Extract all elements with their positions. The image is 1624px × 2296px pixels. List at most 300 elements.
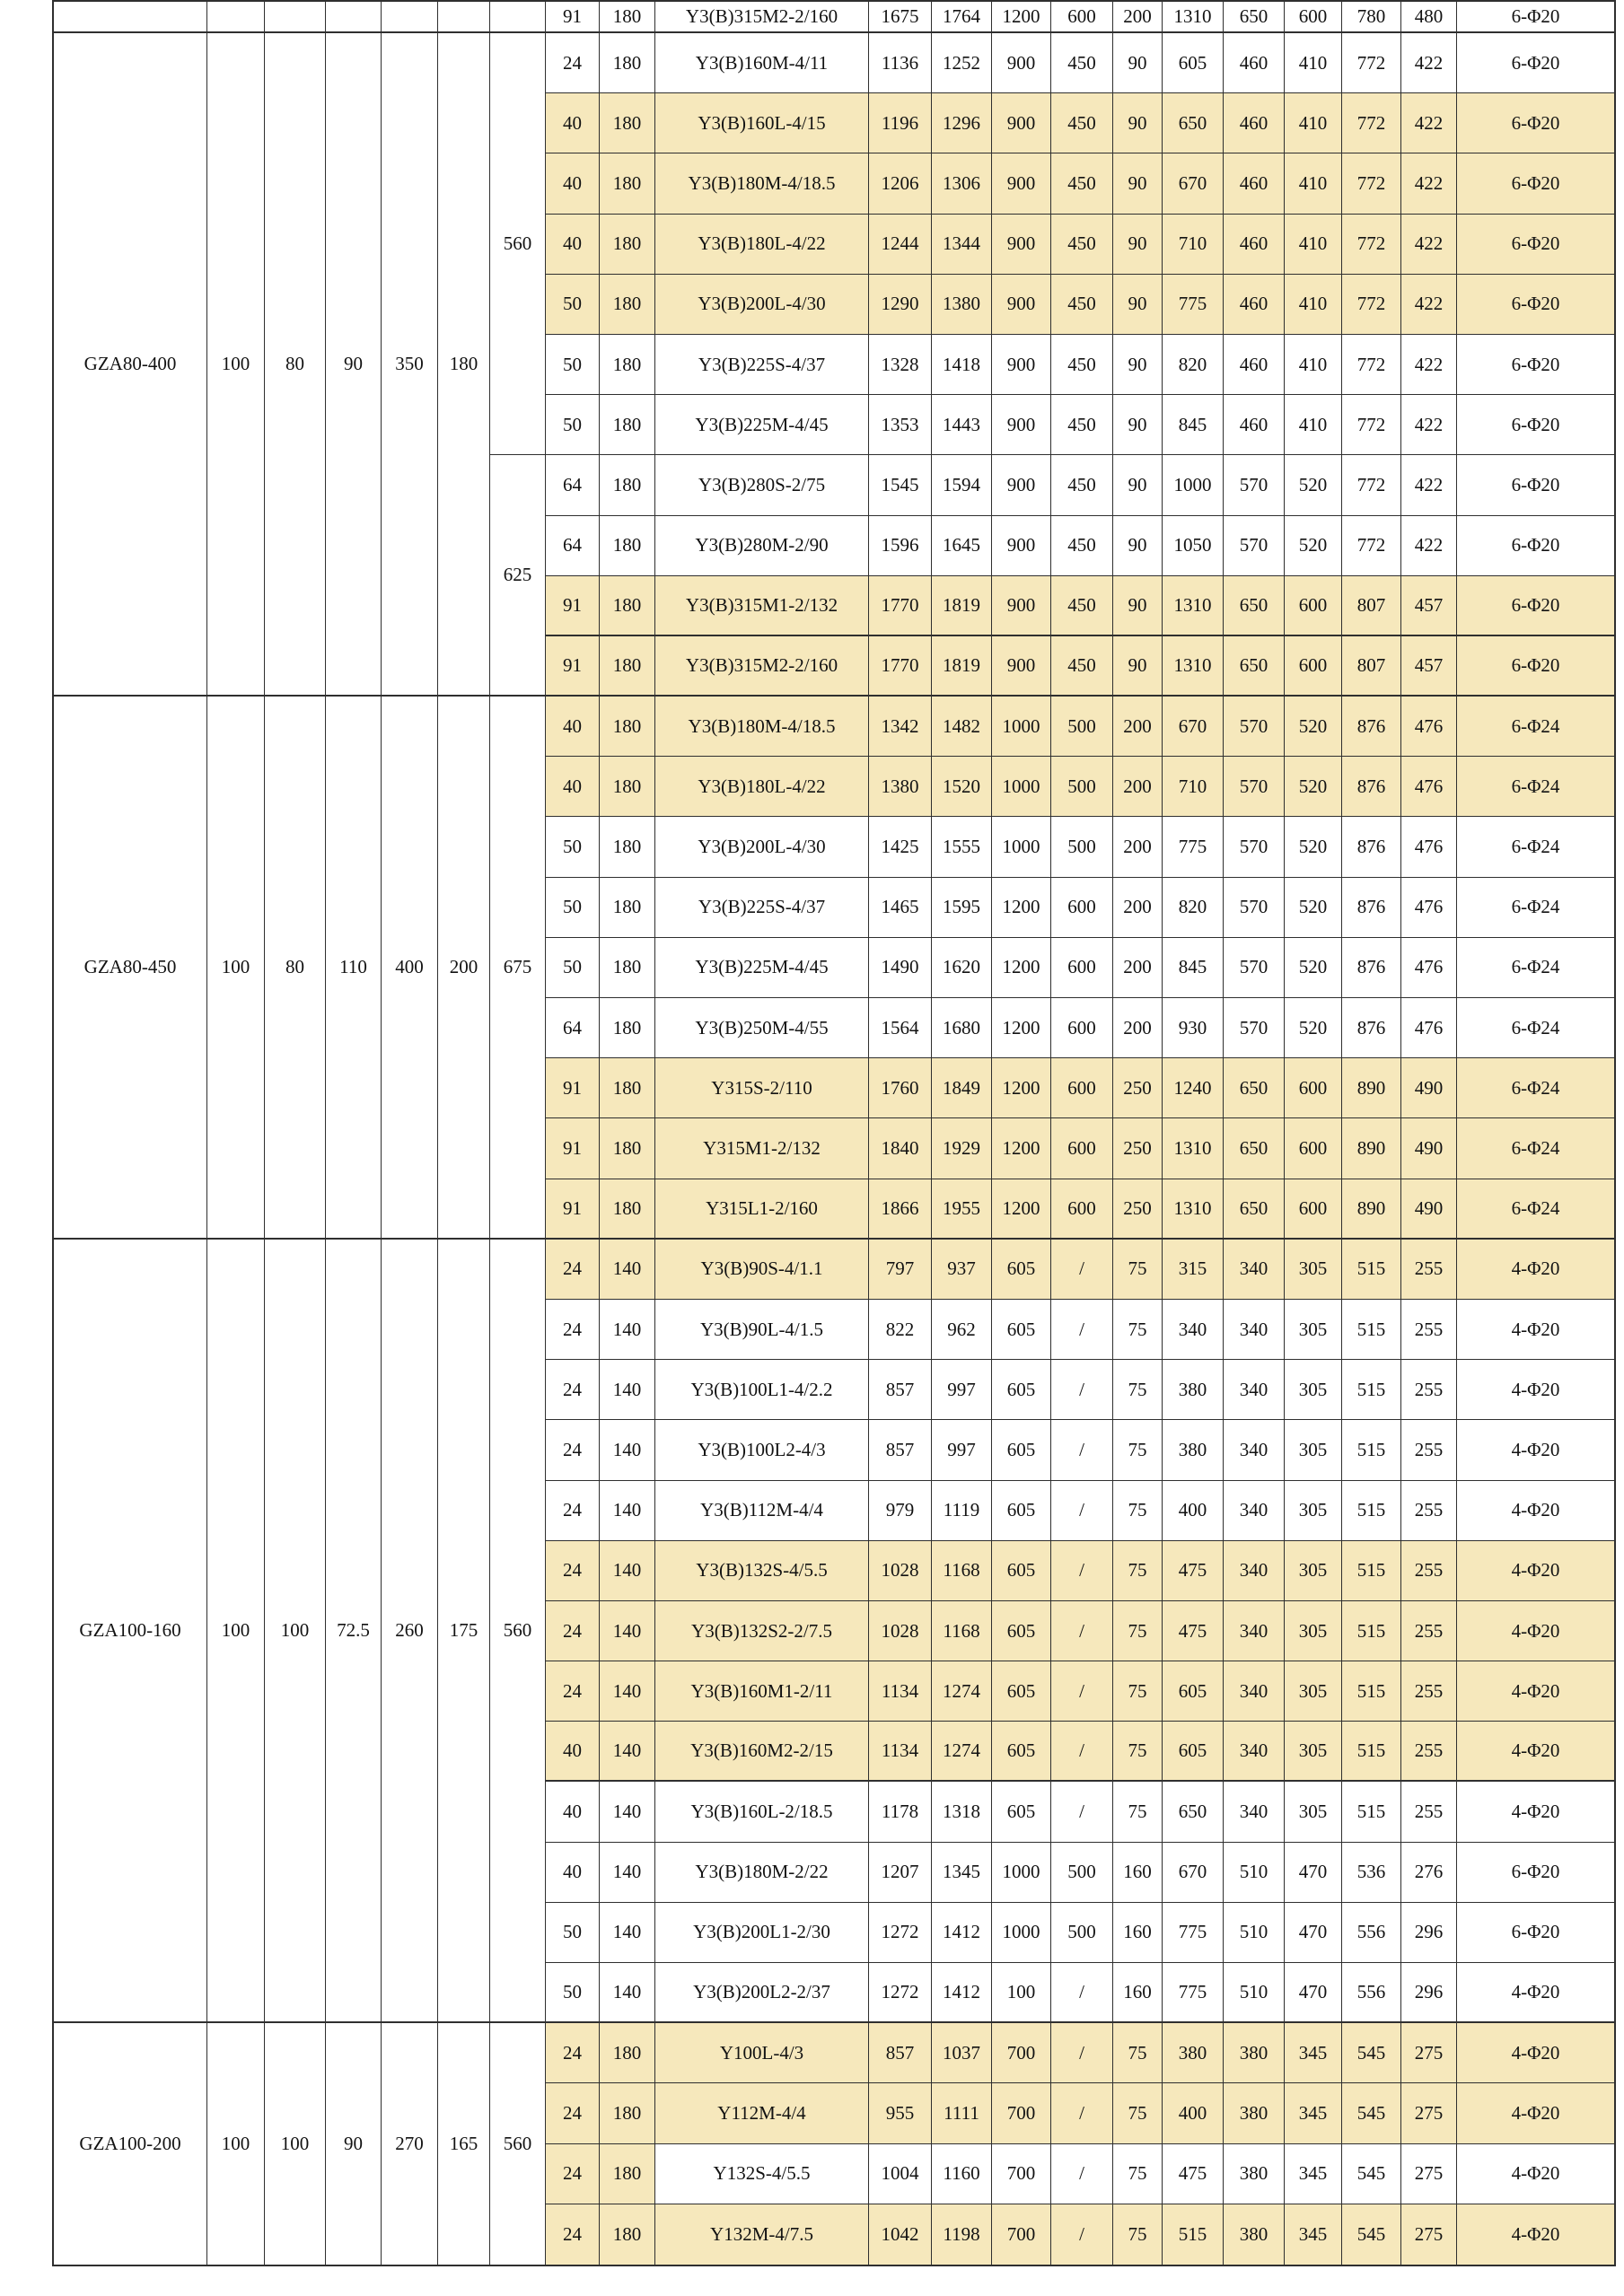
value-cell: 930 bbox=[1163, 998, 1224, 1058]
bolt-spec-cell: 4-Φ20 bbox=[1457, 1963, 1614, 2023]
value-cell: 845 bbox=[1163, 395, 1224, 455]
value-cell: 380 bbox=[1163, 1360, 1224, 1420]
value-cell: 570 bbox=[1224, 455, 1285, 515]
value-cell: 200 bbox=[1113, 697, 1163, 757]
value-cell: 255 bbox=[1401, 1481, 1457, 1541]
dim-cell: 200 bbox=[438, 697, 490, 1240]
value-cell: 340 bbox=[1224, 1722, 1285, 1782]
value-cell: 275 bbox=[1401, 2144, 1457, 2204]
value-cell: 600 bbox=[1051, 1179, 1113, 1240]
group-cell: 560 bbox=[490, 2023, 546, 2265]
value-cell: 1310 bbox=[1163, 576, 1224, 636]
value-cell: 1028 bbox=[869, 1541, 932, 1601]
dim2-cell: 180 bbox=[600, 93, 655, 153]
value-cell: 775 bbox=[1163, 1903, 1224, 1963]
value-cell: 670 bbox=[1163, 1843, 1224, 1903]
bolt-spec-cell: 6-Φ20 bbox=[1457, 93, 1614, 153]
value-cell: 250 bbox=[1113, 1179, 1163, 1240]
value-cell: 515 bbox=[1342, 1601, 1401, 1661]
value-cell: 650 bbox=[1163, 93, 1224, 153]
value-cell: 1310 bbox=[1163, 636, 1224, 697]
value-cell: 422 bbox=[1401, 275, 1457, 335]
dim2-cell: 180 bbox=[600, 938, 655, 998]
value-cell: 75 bbox=[1113, 2083, 1163, 2143]
value-cell: 422 bbox=[1401, 153, 1457, 214]
value-cell: 900 bbox=[992, 275, 1051, 335]
value-cell: 1240 bbox=[1163, 1058, 1224, 1118]
value-cell: 900 bbox=[992, 455, 1051, 515]
value-cell: 305 bbox=[1285, 1782, 1342, 1842]
value-cell: 515 bbox=[1342, 1541, 1401, 1601]
value-cell: 900 bbox=[992, 93, 1051, 153]
value-cell: 475 bbox=[1163, 1541, 1224, 1601]
value-cell: 605 bbox=[1163, 1661, 1224, 1722]
value-cell: 90 bbox=[1113, 576, 1163, 636]
value-cell: 1955 bbox=[932, 1179, 992, 1240]
motor-cell: Y3(B)200L2-2/37 bbox=[655, 1963, 869, 2023]
bolt-spec-cell: 4-Φ20 bbox=[1457, 2083, 1614, 2143]
value-cell: 500 bbox=[1051, 757, 1113, 817]
value-cell: 556 bbox=[1342, 1963, 1401, 2023]
value-cell: 1200 bbox=[992, 1058, 1051, 1118]
value-cell: 275 bbox=[1401, 2083, 1457, 2143]
motor-cell: Y3(B)315M1-2/132 bbox=[655, 576, 869, 636]
value-cell: 476 bbox=[1401, 878, 1457, 938]
value-cell: 296 bbox=[1401, 1963, 1457, 2023]
value-cell: 410 bbox=[1285, 153, 1342, 214]
value-cell: 900 bbox=[992, 215, 1051, 275]
value-cell: 605 bbox=[992, 1661, 1051, 1722]
dim2-cell: 140 bbox=[600, 1843, 655, 1903]
model-cell: GZA100-200 bbox=[54, 2023, 207, 2265]
empty-cell bbox=[207, 2, 265, 33]
value-cell: 470 bbox=[1285, 1963, 1342, 2023]
value-cell: 1050 bbox=[1163, 516, 1224, 576]
value-cell: 422 bbox=[1401, 516, 1457, 576]
motor-cell: Y3(B)180M-2/22 bbox=[655, 1843, 869, 1903]
value-cell: 605 bbox=[992, 1601, 1051, 1661]
value-cell: 955 bbox=[869, 2083, 932, 2143]
value-cell: 1134 bbox=[869, 1661, 932, 1722]
speed-cell: 24 bbox=[546, 1481, 600, 1541]
group-cell: 625 bbox=[490, 455, 546, 697]
value-cell: 772 bbox=[1342, 395, 1401, 455]
value-cell: 807 bbox=[1342, 576, 1401, 636]
group-cell: 675 bbox=[490, 697, 546, 1240]
bolt-spec-cell: 4-Φ20 bbox=[1457, 1240, 1614, 1300]
motor-cell: Y3(B)160M1-2/11 bbox=[655, 1661, 869, 1722]
motor-cell: Y315L1-2/160 bbox=[655, 1179, 869, 1240]
dim2-cell: 140 bbox=[600, 1782, 655, 1842]
value-cell: 1465 bbox=[869, 878, 932, 938]
value-cell: 510 bbox=[1224, 1843, 1285, 1903]
motor-cell: Y3(B)132S2-2/7.5 bbox=[655, 1601, 869, 1661]
value-cell: 772 bbox=[1342, 275, 1401, 335]
value-cell: 570 bbox=[1224, 697, 1285, 757]
value-cell: 820 bbox=[1163, 878, 1224, 938]
value-cell: 900 bbox=[992, 33, 1051, 93]
value-cell: 450 bbox=[1051, 455, 1113, 515]
value-cell: 75 bbox=[1113, 1360, 1163, 1420]
value-cell: 100 bbox=[992, 1963, 1051, 2023]
value-cell: 822 bbox=[869, 1300, 932, 1360]
dim2-cell: 180 bbox=[600, 878, 655, 938]
value-cell: 450 bbox=[1051, 215, 1113, 275]
bolt-spec-cell: 4-Φ20 bbox=[1457, 1300, 1614, 1360]
value-cell: 605 bbox=[992, 1240, 1051, 1300]
value-cell: 515 bbox=[1342, 1360, 1401, 1420]
value-cell: 670 bbox=[1163, 697, 1224, 757]
value-cell: 545 bbox=[1342, 2204, 1401, 2265]
value-cell: 979 bbox=[869, 1481, 932, 1541]
bolt-spec-cell: 6-Φ24 bbox=[1457, 1118, 1614, 1179]
value-cell: 1310 bbox=[1163, 1118, 1224, 1179]
speed-cell: 50 bbox=[546, 817, 600, 877]
value-cell: 340 bbox=[1224, 1300, 1285, 1360]
bolt-spec-cell: 6-Φ24 bbox=[1457, 1179, 1614, 1240]
value-cell: 1028 bbox=[869, 1601, 932, 1661]
value-cell: 876 bbox=[1342, 817, 1401, 877]
value-cell: 1178 bbox=[869, 1782, 932, 1842]
motor-cell: Y3(B)280S-2/75 bbox=[655, 455, 869, 515]
value-cell: 75 bbox=[1113, 2144, 1163, 2204]
bolt-spec-cell: 4-Φ20 bbox=[1457, 2023, 1614, 2083]
value-cell: 1000 bbox=[992, 817, 1051, 877]
bolt-spec-cell: 6-Φ20 bbox=[1457, 1903, 1614, 1963]
value-cell: 520 bbox=[1285, 998, 1342, 1058]
value-cell: 1200 bbox=[992, 938, 1051, 998]
bolt-spec-cell: 4-Φ20 bbox=[1457, 2204, 1614, 2265]
motor-cell: Y3(B)100L1-4/2.2 bbox=[655, 1360, 869, 1420]
dim-cell: 100 bbox=[265, 2023, 326, 2265]
value-cell: 1290 bbox=[869, 275, 932, 335]
value-cell: 520 bbox=[1285, 455, 1342, 515]
value-cell: 1840 bbox=[869, 1118, 932, 1179]
value-cell: 380 bbox=[1224, 2083, 1285, 2143]
dim2-cell: 180 bbox=[600, 757, 655, 817]
value-cell: 650 bbox=[1224, 576, 1285, 636]
value-cell: 1353 bbox=[869, 395, 932, 455]
value-cell: 450 bbox=[1051, 275, 1113, 335]
value-cell: 556 bbox=[1342, 1903, 1401, 1963]
dim2-cell: 180 bbox=[600, 1118, 655, 1179]
value-cell: 422 bbox=[1401, 335, 1457, 395]
bolt-spec-cell: 6-Φ20 bbox=[1457, 215, 1614, 275]
value-cell: 75 bbox=[1113, 1420, 1163, 1480]
bolt-spec-cell: 4-Φ20 bbox=[1457, 1360, 1614, 1420]
dim2-cell: 140 bbox=[600, 1300, 655, 1360]
dim2-cell: 180 bbox=[600, 455, 655, 515]
value-cell: 900 bbox=[992, 516, 1051, 576]
value-cell: 775 bbox=[1163, 817, 1224, 877]
dim2-cell: 180 bbox=[600, 1058, 655, 1118]
value-cell: 600 bbox=[1051, 998, 1113, 1058]
value-cell: 515 bbox=[1342, 1240, 1401, 1300]
dim-cell: 400 bbox=[382, 697, 438, 1240]
value-cell: 422 bbox=[1401, 215, 1457, 275]
value-cell: 780 bbox=[1342, 2, 1401, 33]
value-cell: / bbox=[1051, 2204, 1113, 2265]
value-cell: 600 bbox=[1285, 2, 1342, 33]
motor-cell: Y3(B)160M2-2/15 bbox=[655, 1722, 869, 1782]
speed-cell: 91 bbox=[546, 1058, 600, 1118]
value-cell: 605 bbox=[992, 1420, 1051, 1480]
value-cell: 1310 bbox=[1163, 2, 1224, 33]
bolt-spec-cell: 6-Φ24 bbox=[1457, 998, 1614, 1058]
value-cell: / bbox=[1051, 1420, 1113, 1480]
value-cell: 515 bbox=[1342, 1722, 1401, 1782]
speed-cell: 24 bbox=[546, 1420, 600, 1480]
value-cell: 1328 bbox=[869, 335, 932, 395]
motor-cell: Y3(B)90L-4/1.5 bbox=[655, 1300, 869, 1360]
dim2-cell: 180 bbox=[600, 1179, 655, 1240]
speed-cell: 64 bbox=[546, 516, 600, 576]
value-cell: 1545 bbox=[869, 455, 932, 515]
dim2-cell: 180 bbox=[600, 275, 655, 335]
value-cell: 460 bbox=[1224, 395, 1285, 455]
value-cell: 1200 bbox=[992, 2, 1051, 33]
bolt-spec-cell: 6-Φ24 bbox=[1457, 757, 1614, 817]
value-cell: 1318 bbox=[932, 1782, 992, 1842]
dim-cell: 260 bbox=[382, 1240, 438, 2023]
value-cell: / bbox=[1051, 1601, 1113, 1661]
motor-cell: Y3(B)132S-4/5.5 bbox=[655, 1541, 869, 1601]
dim-cell: 72.5 bbox=[326, 1240, 382, 2023]
speed-cell: 24 bbox=[546, 2023, 600, 2083]
value-cell: 460 bbox=[1224, 275, 1285, 335]
bolt-spec-cell: 4-Φ20 bbox=[1457, 1661, 1614, 1722]
value-cell: / bbox=[1051, 2144, 1113, 2204]
value-cell: 200 bbox=[1113, 998, 1163, 1058]
value-cell: 890 bbox=[1342, 1058, 1401, 1118]
value-cell: 1425 bbox=[869, 817, 932, 877]
empty-cell bbox=[382, 2, 438, 33]
dim2-cell: 140 bbox=[600, 1240, 655, 1300]
value-cell: 340 bbox=[1163, 1300, 1224, 1360]
dim-cell: 100 bbox=[207, 697, 265, 1240]
value-cell: 450 bbox=[1051, 516, 1113, 576]
speed-cell: 40 bbox=[546, 697, 600, 757]
value-cell: 605 bbox=[992, 1300, 1051, 1360]
motor-cell: Y3(B)160L-4/15 bbox=[655, 93, 869, 153]
value-cell: 255 bbox=[1401, 1722, 1457, 1782]
dim2-cell: 180 bbox=[600, 335, 655, 395]
speed-cell: 50 bbox=[546, 1903, 600, 1963]
value-cell: 1272 bbox=[869, 1903, 932, 1963]
dim2-cell: 140 bbox=[600, 1601, 655, 1661]
value-cell: 1770 bbox=[869, 636, 932, 697]
value-cell: 400 bbox=[1163, 1481, 1224, 1541]
value-cell: 200 bbox=[1113, 938, 1163, 998]
speed-cell: 24 bbox=[546, 2144, 600, 2204]
value-cell: 520 bbox=[1285, 817, 1342, 877]
value-cell: 460 bbox=[1224, 33, 1285, 93]
value-cell: 1004 bbox=[869, 2144, 932, 2204]
dim2-cell: 180 bbox=[600, 215, 655, 275]
bolt-spec-cell: 6-Φ24 bbox=[1457, 878, 1614, 938]
value-cell: 75 bbox=[1113, 2023, 1163, 2083]
motor-cell: Y3(B)90S-4/1.1 bbox=[655, 1240, 869, 1300]
value-cell: 1168 bbox=[932, 1541, 992, 1601]
value-cell: 515 bbox=[1342, 1782, 1401, 1842]
value-cell: 900 bbox=[992, 395, 1051, 455]
speed-cell: 24 bbox=[546, 2204, 600, 2265]
bolt-spec-cell: 6-Φ20 bbox=[1457, 1843, 1614, 1903]
value-cell: 997 bbox=[932, 1420, 992, 1480]
value-cell: 890 bbox=[1342, 1179, 1401, 1240]
value-cell: 890 bbox=[1342, 1118, 1401, 1179]
value-cell: 650 bbox=[1163, 1782, 1224, 1842]
value-cell: 876 bbox=[1342, 878, 1401, 938]
value-cell: 775 bbox=[1163, 275, 1224, 335]
value-cell: 315 bbox=[1163, 1240, 1224, 1300]
group-cell: 560 bbox=[490, 33, 546, 455]
value-cell: 1520 bbox=[932, 757, 992, 817]
value-cell: 570 bbox=[1224, 817, 1285, 877]
value-cell: 1136 bbox=[869, 33, 932, 93]
speed-cell: 64 bbox=[546, 455, 600, 515]
value-cell: 570 bbox=[1224, 878, 1285, 938]
value-cell: 410 bbox=[1285, 275, 1342, 335]
value-cell: 1929 bbox=[932, 1118, 992, 1179]
value-cell: 340 bbox=[1224, 1360, 1285, 1420]
value-cell: 380 bbox=[1224, 2144, 1285, 2204]
value-cell: 422 bbox=[1401, 33, 1457, 93]
dim2-cell: 180 bbox=[600, 2204, 655, 2265]
value-cell: 845 bbox=[1163, 938, 1224, 998]
value-cell: 1252 bbox=[932, 33, 992, 93]
value-cell: 1595 bbox=[932, 878, 992, 938]
value-cell: 772 bbox=[1342, 33, 1401, 93]
speed-cell: 40 bbox=[546, 93, 600, 153]
value-cell: 997 bbox=[932, 1360, 992, 1420]
value-cell: 422 bbox=[1401, 455, 1457, 515]
value-cell: 200 bbox=[1113, 878, 1163, 938]
value-cell: 460 bbox=[1224, 153, 1285, 214]
value-cell: 605 bbox=[992, 1722, 1051, 1782]
value-cell: 305 bbox=[1285, 1661, 1342, 1722]
motor-cell: Y3(B)315M2-2/160 bbox=[655, 636, 869, 697]
value-cell: 515 bbox=[1163, 2204, 1224, 2265]
value-cell: 772 bbox=[1342, 153, 1401, 214]
value-cell: 570 bbox=[1224, 998, 1285, 1058]
value-cell: 345 bbox=[1285, 2023, 1342, 2083]
value-cell: 75 bbox=[1113, 1240, 1163, 1300]
value-cell: 90 bbox=[1113, 335, 1163, 395]
value-cell: 1000 bbox=[1163, 455, 1224, 515]
value-cell: 772 bbox=[1342, 516, 1401, 576]
value-cell: / bbox=[1051, 1360, 1113, 1420]
value-cell: 1344 bbox=[932, 215, 992, 275]
value-cell: 1819 bbox=[932, 636, 992, 697]
value-cell: 90 bbox=[1113, 215, 1163, 275]
value-cell: 500 bbox=[1051, 1903, 1113, 1963]
speed-cell: 64 bbox=[546, 998, 600, 1058]
value-cell: 1310 bbox=[1163, 1179, 1224, 1240]
speed-cell: 91 bbox=[546, 576, 600, 636]
bolt-spec-cell: 6-Φ24 bbox=[1457, 1058, 1614, 1118]
value-cell: 1200 bbox=[992, 878, 1051, 938]
value-cell: 1645 bbox=[932, 516, 992, 576]
value-cell: 345 bbox=[1285, 2204, 1342, 2265]
value-cell: 255 bbox=[1401, 1541, 1457, 1601]
motor-cell: Y3(B)200L1-2/30 bbox=[655, 1903, 869, 1963]
dim-cell: 110 bbox=[326, 697, 382, 1240]
value-cell: 275 bbox=[1401, 2023, 1457, 2083]
bolt-spec-cell: 4-Φ20 bbox=[1457, 2144, 1614, 2204]
value-cell: 305 bbox=[1285, 1481, 1342, 1541]
motor-cell: Y315M1-2/132 bbox=[655, 1118, 869, 1179]
value-cell: 515 bbox=[1342, 1661, 1401, 1722]
bolt-spec-cell: 4-Φ20 bbox=[1457, 1541, 1614, 1601]
value-cell: 255 bbox=[1401, 1661, 1457, 1722]
bolt-spec-cell: 6-Φ24 bbox=[1457, 817, 1614, 877]
value-cell: 510 bbox=[1224, 1903, 1285, 1963]
dim-cell: 90 bbox=[326, 33, 382, 697]
value-cell: 605 bbox=[992, 1782, 1051, 1842]
speed-cell: 40 bbox=[546, 1782, 600, 1842]
bolt-spec-cell: 4-Φ20 bbox=[1457, 1601, 1614, 1661]
value-cell: 1272 bbox=[869, 1963, 932, 2023]
value-cell: 90 bbox=[1113, 455, 1163, 515]
value-cell: 450 bbox=[1051, 395, 1113, 455]
value-cell: 1168 bbox=[932, 1601, 992, 1661]
value-cell: 1000 bbox=[992, 1843, 1051, 1903]
value-cell: 600 bbox=[1051, 1118, 1113, 1179]
value-cell: 515 bbox=[1342, 1481, 1401, 1541]
value-cell: 255 bbox=[1401, 1601, 1457, 1661]
value-cell: 380 bbox=[1163, 1420, 1224, 1480]
value-cell: 90 bbox=[1113, 33, 1163, 93]
value-cell: 1119 bbox=[932, 1481, 992, 1541]
value-cell: 90 bbox=[1113, 516, 1163, 576]
bolt-spec-cell: 6-Φ24 bbox=[1457, 938, 1614, 998]
motor-cell: Y132S-4/5.5 bbox=[655, 2144, 869, 2204]
value-cell: 600 bbox=[1285, 1118, 1342, 1179]
value-cell: 476 bbox=[1401, 757, 1457, 817]
value-cell: 476 bbox=[1401, 817, 1457, 877]
value-cell: 476 bbox=[1401, 998, 1457, 1058]
value-cell: 457 bbox=[1401, 636, 1457, 697]
value-cell: 600 bbox=[1051, 1058, 1113, 1118]
dim-cell: 80 bbox=[265, 33, 326, 697]
speed-cell: 24 bbox=[546, 1240, 600, 1300]
value-cell: 807 bbox=[1342, 636, 1401, 697]
value-cell: / bbox=[1051, 2083, 1113, 2143]
value-cell: 490 bbox=[1401, 1118, 1457, 1179]
motor-cell: Y3(B)180L-4/22 bbox=[655, 757, 869, 817]
value-cell: 1380 bbox=[869, 757, 932, 817]
motor-cell: Y3(B)225M-4/45 bbox=[655, 938, 869, 998]
value-cell: 1866 bbox=[869, 1179, 932, 1240]
value-cell: 775 bbox=[1163, 1963, 1224, 2023]
value-cell: 470 bbox=[1285, 1843, 1342, 1903]
value-cell: 772 bbox=[1342, 455, 1401, 515]
dim2-cell: 180 bbox=[600, 576, 655, 636]
value-cell: / bbox=[1051, 1481, 1113, 1541]
value-cell: 772 bbox=[1342, 335, 1401, 395]
value-cell: 797 bbox=[869, 1240, 932, 1300]
value-cell: 345 bbox=[1285, 2144, 1342, 2204]
value-cell: 650 bbox=[1224, 1179, 1285, 1240]
value-cell: 1000 bbox=[992, 757, 1051, 817]
dim2-cell: 140 bbox=[600, 1541, 655, 1601]
value-cell: 545 bbox=[1342, 2083, 1401, 2143]
value-cell: 340 bbox=[1224, 1420, 1285, 1480]
bolt-spec-cell: 6-Φ20 bbox=[1457, 516, 1614, 576]
value-cell: 480 bbox=[1401, 2, 1457, 33]
value-cell: 460 bbox=[1224, 93, 1285, 153]
